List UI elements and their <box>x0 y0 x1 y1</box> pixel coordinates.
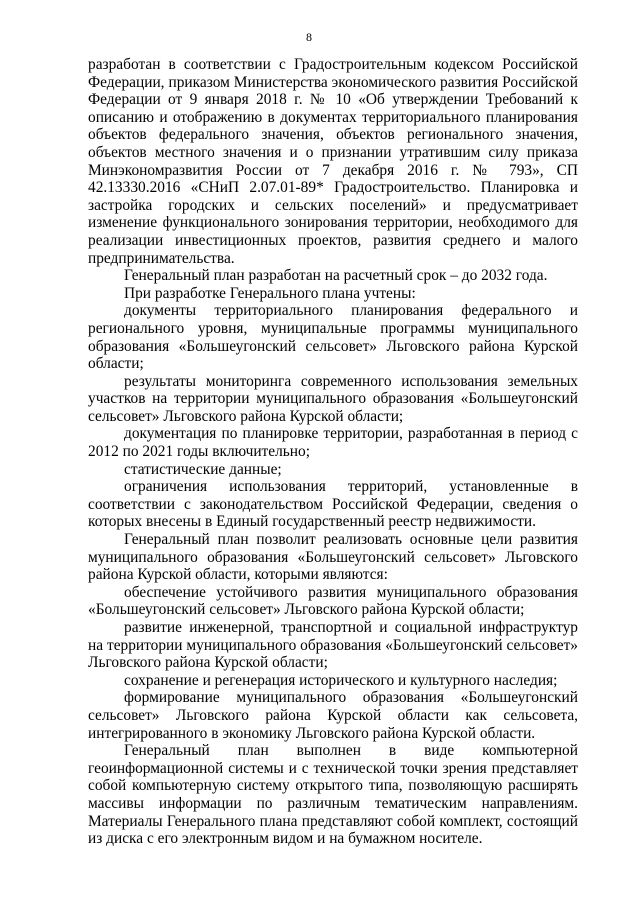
list-item-infrastructure: развитие инженерной, транспортной и социальной инфраструктур на территории муниципального образования «Большеугонский сельсовет» Льговского района Курской области; <box>88 619 578 672</box>
list-item-monitoring-results: результаты мониторинга современного использования земельных участков на территории муниципального образования «Большеугонский сельсовет» Льговского района Курской области; <box>88 372 578 425</box>
page-number: 8 <box>306 30 312 44</box>
list-item-restrictions: ограничения использования территорий, установленные в соответствии с законодательством Российской Федерации, сведения о которых внесены в Единый государственный реестр недвижимости. <box>88 478 578 531</box>
list-item-sustainable-development: обеспечение устойчивого развития муниципального образования «Большеугонский сельсовет» Льговского района Курской области; <box>88 583 578 619</box>
paragraph-considered-intro: При разработке Генерального плана учтены: <box>124 284 416 302</box>
list-item-heritage: сохранение и регенерация исторического и культурного наследия; <box>124 671 558 689</box>
paragraph-planning-period: Генеральный план разработан на расчетный срок – до 2032 года. <box>124 267 548 285</box>
list-item-planning-documents: документы территориального планирования федерального и регионального уровня, муниципальные программы муниципального образования «Большеугонский сельсовет» Льговского района Курской области; <box>88 302 578 373</box>
list-item-planning-documentation: документация по планировке территории, разработанная в период с 2012 по 2021 годы включительно; <box>88 425 578 461</box>
paragraph-gis-description: Генеральный план выполнен в виде компьютерной геоинформационной системы и с технической точки зрения представляет собой компьютерную систему открытого типа, позволяющую расширять массивы информации по различным тематическим направлениям. Материалы Генерального плана представляют собой комплект, состоящий из диска с его электронным видом и на бумажном носителе. <box>88 742 578 848</box>
list-item-statistics: статистические данные; <box>124 460 282 478</box>
paragraph-continuation: разработан в соответствии с Градостроительным кодексом Российской Федерации, приказом Министерства экономического развития Российской Федерации от 9 января 2018 г. № 10 «Об утверждении Требований к описанию и отображению в документах территориального планирования объектов федерального значения, объектов регионального значения, объектов местного значения и о признании утратившим силу приказа Минэкономразвития России от 7 декабря 2016 г. № 793», СП 42.13330.2016 «СНиП 2.07.01-89* Градостроительство. Планировка и застройка городских и сельских поселений» и предусматривает изменение функционального зонирования территории, необходимого для реализации инвестиционных проектов, развития среднего и малого предпринимательства. <box>88 56 578 267</box>
paragraph-goals-intro: Генеральный план позволит реализовать основные цели развития муниципального образования «Большеугонский сельсовет» Льговского района Курской области, которыми являются: <box>88 531 578 584</box>
list-item-integration: формирование муниципального образования «Большеугонский сельсовет» Льговского района Курской области как сельсовета, интегрированного в экономику Льговского района Курской области. <box>88 689 578 742</box>
body-text <box>88 56 578 848</box>
